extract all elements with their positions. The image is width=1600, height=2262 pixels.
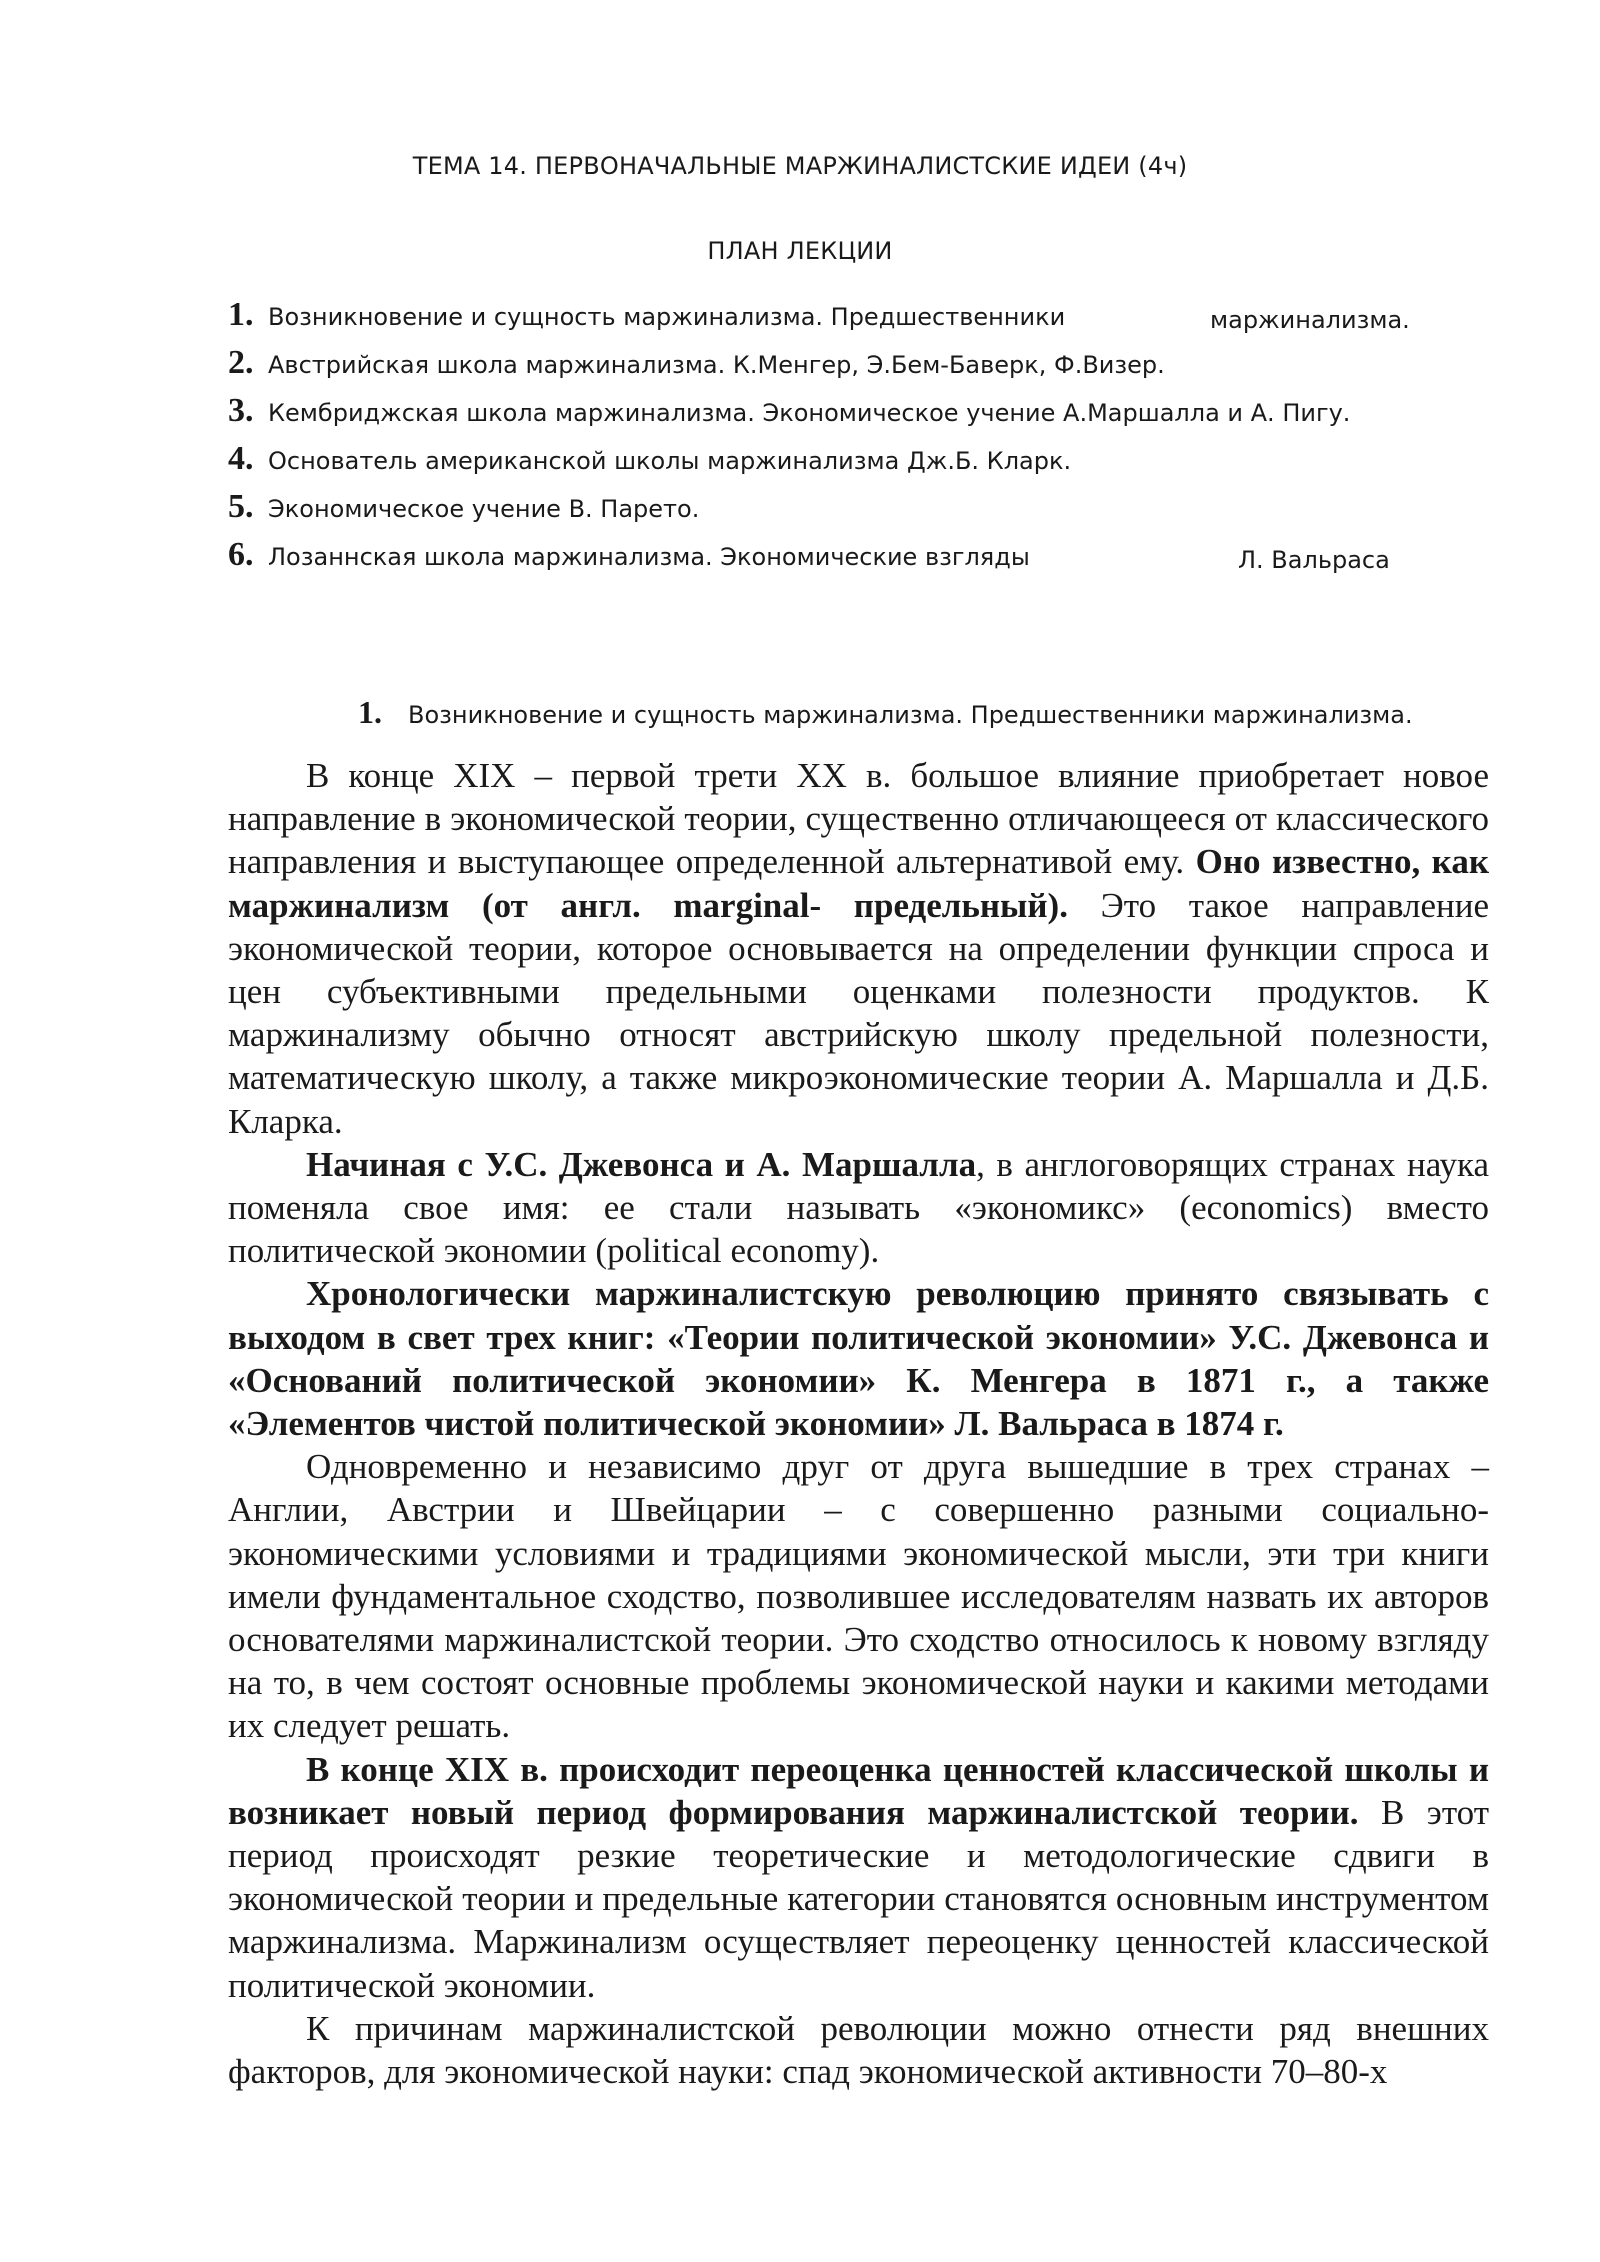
plan-item-text: Австрийская школа маржинализма. К.Менгер, Э.Бем-Баверк, Ф.Визер. — [268, 351, 1165, 379]
plan-title: ПЛАН ЛЕКЦИИ — [707, 237, 893, 265]
paragraph — [228, 1143, 1489, 1273]
paragraph — [228, 1445, 1489, 1747]
section-heading — [358, 694, 1413, 731]
plan-item — [228, 392, 1428, 440]
plan-item — [228, 440, 1428, 488]
paragraph-text: В этот период происходят резкие теоретические и методологические сдвиги в экономической теории и предельные категории становятся основным инструментом маржинализма. Маржинализм осуществляет переоценку ценностей классической политической экономии. — [228, 1792, 1489, 2005]
paragraph-text: , в англоговорящих странах наука поменяла свое имя: ее стали называть «экономикс» (economics) вместо политической экономии (political economy). — [228, 1144, 1489, 1271]
paragraph — [228, 2007, 1489, 2093]
paragraph — [228, 1272, 1489, 1445]
plan-item — [228, 344, 1428, 392]
plan-item-number: 6. — [228, 536, 254, 573]
section-heading-number: 1. — [358, 694, 382, 730]
paragraph-text: К причинам маржиналистской революции можно отнести ряд внешних факторов, для экономической науки: спад экономической активности 70–80-х — [228, 2008, 1489, 2092]
paragraph — [228, 1748, 1489, 2007]
plan-item-number: 3. — [228, 392, 254, 429]
paragraph-bold-text: Хронологически маржиналистскую революцию принято связывать с выходом в свет трех книг: «Теории политической экономии» У.С. Джевонса и «Оснований политической экономии» К. Менгера в 1871 г., а также «Элементов чистой политической экономии» Л. Вальраса в 1874 г. — [228, 1274, 1489, 1444]
plan-item-text: Лозаннская школа маржинализма. Экономические взгляды — [268, 543, 1030, 571]
plan-item-number: 1. — [228, 296, 254, 333]
plan-item-text: Кембриджская школа маржинализма. Экономическое учение А.Маршалла и А. Пигу. — [268, 399, 1351, 427]
plan-item — [228, 536, 1428, 584]
lecture-plan-list — [228, 296, 1428, 584]
plan-item — [228, 488, 1428, 536]
paragraph-bold-text: Начиная с У.С. Джевонса и А. Маршалла — [306, 1144, 977, 1184]
plan-item — [228, 296, 1428, 344]
section-heading-text: Возникновение и сущность маржинализма. Предшественники маржинализма. — [408, 701, 1413, 729]
plan-item-number: 4. — [228, 440, 254, 477]
paragraph — [228, 754, 1489, 1143]
paragraph-bold-text: В конце XIX в. происходит переоценка ценностей классической школы и возникает новый период формирования маржиналистской теории. — [228, 1749, 1489, 1832]
paragraph-text: Это такое направление экономической теории, которое основывается на определении функции спроса и цен субъективными предельными оценками полезности продуктов. К маржинализму обычно относят австрийскую школу предельной полезности, математическую школу, а также микроэкономические теории А. Маршалла и Д.Б. Кларка. — [228, 885, 1490, 1141]
plan-item-number: 2. — [228, 344, 254, 381]
plan-item-text: Возникновение и сущность маржинализма. Предшественники — [268, 303, 1066, 331]
paragraph-text: В конце XIX – первой трети XX в. большое влияние приобретает новое направление в экономической теории, существенно отличающееся от классического направления и выступающее определенной альтернативой ему. — [228, 756, 1489, 882]
plan-item-text: Экономическое учение В. Парето. — [268, 495, 700, 523]
topic-title: ТЕМА 14. ПЕРВОНАЧАЛЬНЫЕ МАРЖИНАЛИСТСКИЕ ИДЕИ (4ч) — [412, 152, 1188, 180]
plan-item-text: Основатель американской школы маржинализма Дж.Б. Кларк. — [268, 447, 1072, 475]
plan-item-tail: Л. Вальраса — [1238, 546, 1390, 574]
plan-item-number: 5. — [228, 488, 254, 525]
plan-item-tail: маржинализма. — [1210, 306, 1410, 334]
paragraph-bold-text: Оно известно, как маржинализм (от англ. marginal- предельный). — [228, 842, 1489, 925]
paragraph-text: Одновременно и независимо друг от друга вышедшие в трех странах – Англии, Австрии и Швейцарии – с совершенно разными социально-экономическими условиями и традициями экономической мысли, эти три книги имели фундаментальное сходство, позволившее исследователям назвать их авторов основателями маржиналистской теории. Это сходство относилось к новому взгляду на то, в чем состоят основные проблемы экономической науки и какими методами их следует решать. — [228, 1447, 1489, 1746]
body-text — [228, 754, 1489, 2093]
